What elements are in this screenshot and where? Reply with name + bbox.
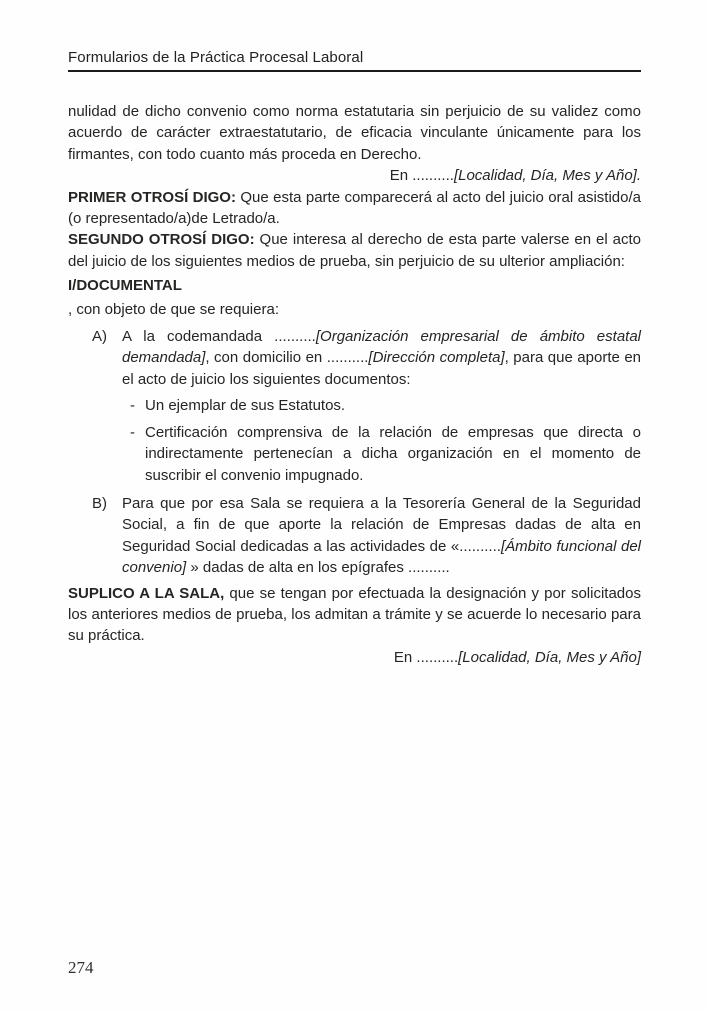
- dash-item-2: [130, 422, 641, 486]
- item-a-text-1: A la codemandada ..........: [122, 328, 316, 346]
- date-line-1: [68, 165, 641, 186]
- date-line-1-placeholder: [Localidad, Día, Mes y Año].: [453, 167, 641, 185]
- dash-marker: -: [130, 397, 135, 415]
- date-line-2: [68, 647, 641, 668]
- item-a-text-2: , con domicilio en ..........: [205, 349, 369, 367]
- list-item-b: [92, 493, 641, 579]
- dash-item-1: [130, 395, 641, 416]
- documental-intro: , con objeto de que se requiera:: [68, 300, 279, 318]
- opening-paragraph: nulidad de dicho convenio como norma estatutaria sin perjuicio de su validez como acuerdo de carácter extraestatutario, de eficacia vinculante únicamente para los firmantes, con todo cuanto más proceda en Derecho.: [68, 103, 641, 163]
- segundo-otrosi-text: Que interesa al derecho de esta parte valerse en el acto del juicio de los siguientes medios de prueba, sin perjuicio de su ulterior ampliación:: [68, 231, 641, 270]
- suplico-text: que se tengan por efectuada la designación y por solicitados los anteriores medios de prueba, los admitan a trámite y se acuerde lo necesario para su práctica.: [68, 584, 641, 645]
- dash-item-2-text: Certificación comprensiva de la relación de empresas que directa o indirectamente pertenecían a dicha organización en el momento de suscribir el convenio impugnado.: [145, 423, 641, 484]
- primer-otrosi-label: PRIMER OTROSÍ DIGO:: [68, 188, 236, 206]
- suplico-label: SUPLICO A LA SALA,: [68, 584, 225, 602]
- segundo-otrosi-paragraph: [68, 229, 641, 272]
- suplico-paragraph: [68, 583, 641, 647]
- list-item-b-marker: B): [92, 494, 107, 512]
- header-rule: [68, 70, 641, 72]
- list-item-b-body: [122, 493, 641, 579]
- list-item-a-marker: A): [92, 328, 107, 346]
- item-b-text-2: » dadas de alta en los epígrafes ..........: [186, 559, 450, 577]
- date-line-2-prefix: En ..........: [393, 648, 459, 666]
- item-a-placeholder-1: [Organización empresarial de ámbito estatal demandada]: [122, 328, 642, 367]
- dash-marker: -: [130, 423, 135, 441]
- date-line-1-prefix: En ..........: [389, 167, 454, 185]
- segundo-otrosi-label: SEGUNDO OTROSÍ DIGO:: [68, 231, 255, 249]
- item-b-placeholder-1: [Ámbito funcional del convenio]: [122, 537, 642, 577]
- primer-otrosi-paragraph: [68, 187, 641, 230]
- dash-item-1-text: Un ejemplar de sus Estatutos.: [145, 397, 346, 415]
- item-a-placeholder-2: [Dirección completa]: [368, 349, 505, 367]
- documental-heading: I/DOCUMENTAL: [68, 277, 182, 295]
- item-a-text-3: , para que aporte en el acto de juicio los siguientes documentos:: [122, 349, 642, 388]
- list-item-a: [92, 326, 641, 390]
- date-line-2-placeholder: [Localidad, Día, Mes y Año]: [458, 648, 641, 666]
- running-header: Formularios de la Práctica Procesal Laboral: [68, 49, 364, 66]
- document-body: [68, 101, 641, 668]
- item-b-text-1: Para que por esa Sala se requiera a la Tesorería General de la Seguridad Social, a fin de que aporte la relación de Empresas dadas de alta en Seguridad Social dedicadas a las actividades de «..........: [122, 494, 641, 555]
- primer-otrosi-text: Que esta parte comparecerá al acto del juicio oral asistido/a (o representado/a)de Letrado/a.: [68, 188, 641, 228]
- list-item-a-body: [122, 326, 641, 390]
- page-number: 274: [68, 958, 94, 977]
